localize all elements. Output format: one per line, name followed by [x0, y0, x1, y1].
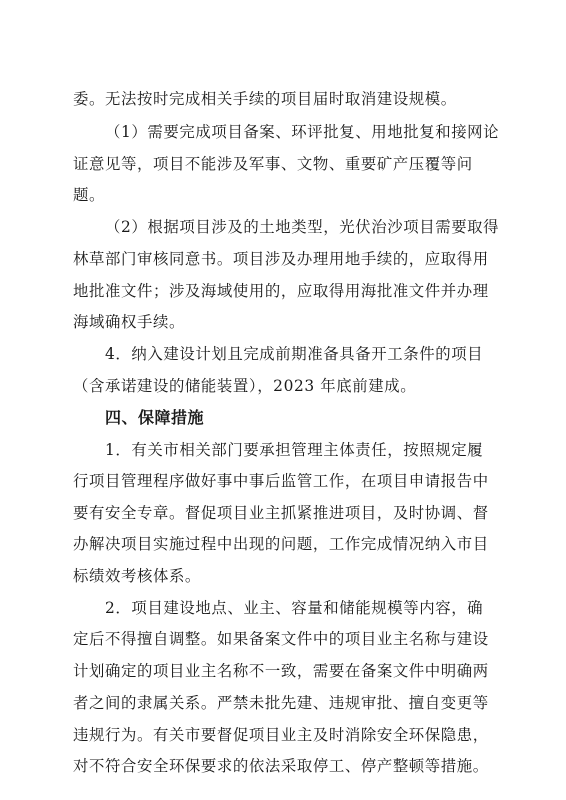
- text-line: 行项目管理程序做好事中事后监管工作，在项目申请报告中: [73, 472, 489, 490]
- text-line: 海域确权手续。: [73, 313, 185, 331]
- text-line: 计划确定的项目业主名称不一致，需要在备案文件中明确两: [73, 662, 489, 680]
- text-line: 定后不得擅自调整。如果备案文件中的项目业主名称与建设: [73, 630, 489, 648]
- text-line: 证意见等，项目不能涉及军事、文物、重要矿产压覆等问: [73, 155, 473, 173]
- text-line: （含承诺建设的储能装置），2023 年底前建成。: [73, 377, 417, 395]
- text-line: 林草部门审核同意书。项目涉及办理用地手续的，应取得用: [73, 250, 489, 268]
- text-line: （2）根据项目涉及的土地类型，光伏治沙项目需要取得: [105, 218, 500, 236]
- text-line: 对不符合安全环保要求的依法采取停工、停产整顿等措施。: [73, 757, 489, 775]
- text-line: （1）需要完成项目备案、环评批复、用地批复和接网论: [105, 123, 500, 141]
- text-line: 标绩效考核体系。: [73, 567, 201, 585]
- text-line: 者之间的隶属关系。严禁未批先建、违规审批、擅自变更等: [73, 694, 489, 712]
- text-line: 违规行为。有关市要督促项目业主及时消除安全环保隐患，: [73, 726, 489, 744]
- text-line: 1．有关市相关部门要承担管理主体责任，按照规定履: [105, 441, 484, 459]
- text-line: 题。: [73, 186, 105, 204]
- section-heading: 四、保障措施: [105, 408, 205, 427]
- text-line: 办解决项目实施过程中出现的问题，工作完成情况纳入市目: [73, 535, 489, 553]
- text-line: 4．纳入建设计划且完成前期准备具备开工条件的项目: [105, 345, 484, 363]
- text-line: 要有安全专章。督促项目业主抓紧推进项目，及时协调、督: [73, 504, 489, 522]
- text-line: 委。无法按时完成相关手续的项目届时取消建设规模。: [73, 90, 457, 108]
- text-line: 2．项目建设地点、业主、容量和储能规模等内容，确: [105, 599, 484, 617]
- text-line: 地批准文件；涉及海域使用的，应取得用海批准文件并办理: [73, 282, 489, 300]
